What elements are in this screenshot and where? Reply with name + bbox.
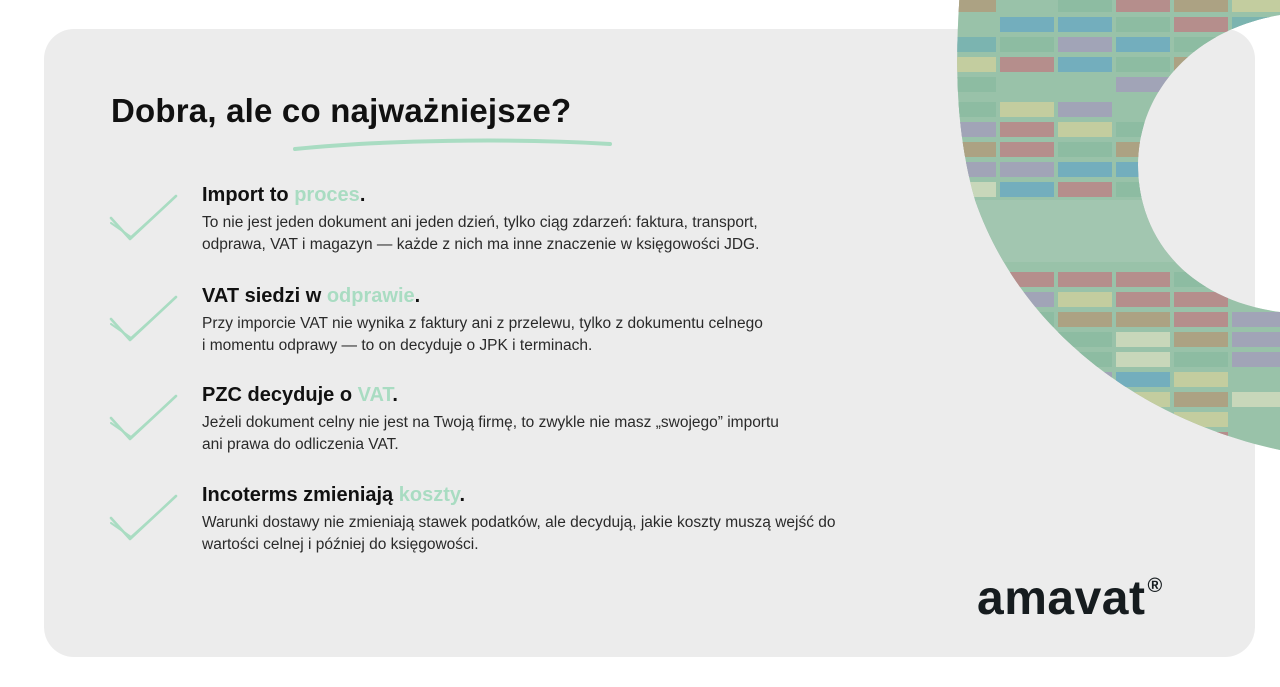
item-title: Import to proces.: [202, 184, 366, 206]
list-item-pzc: [108, 384, 1008, 464]
item-title: PZC decyduje o VAT.: [202, 384, 398, 406]
list-item-incoterms: [108, 484, 1008, 564]
check-icon: [108, 392, 180, 444]
item-description: Warunki dostawy nie zmieniają stawek podatków, ale decydują, jakie koszty muszą wejść do wartości celnej i później do księgowości.: [202, 514, 836, 553]
item-description: Przy imporcie VAT nie wynika z faktury ani z przelewu, tylko z dokumentu celnego i momentu odprawy — to on decyduje o JPK i terminach.: [202, 315, 763, 354]
item-description: Jeżeli dokument celny nie jest na Twoją firmę, to zwykle nie masz „swojego” importu ani prawa do odliczenia VAT.: [202, 414, 779, 453]
item-description: To nie jest jeden dokument ani jeden dzień, tylko ciąg zdarzeń: faktura, transport, odprawa, VAT i magazyn — każde z nich ma inne znaczenie w księgowości JDG.: [202, 214, 760, 253]
item-title: VAT siedzi w odprawie.: [202, 285, 421, 307]
amavat-logo: amavat ®: [977, 572, 1163, 625]
check-icon: [108, 293, 180, 345]
list-item-import: [108, 184, 1008, 264]
item-title: Incoterms zmieniają koszty.: [202, 484, 466, 506]
check-icon: [108, 192, 180, 244]
page-title: Dobra, ale co najważniejsze?: [111, 92, 572, 129]
check-icon: [108, 492, 180, 544]
list-item-vat: [108, 285, 1008, 365]
title-underline: [292, 136, 614, 154]
